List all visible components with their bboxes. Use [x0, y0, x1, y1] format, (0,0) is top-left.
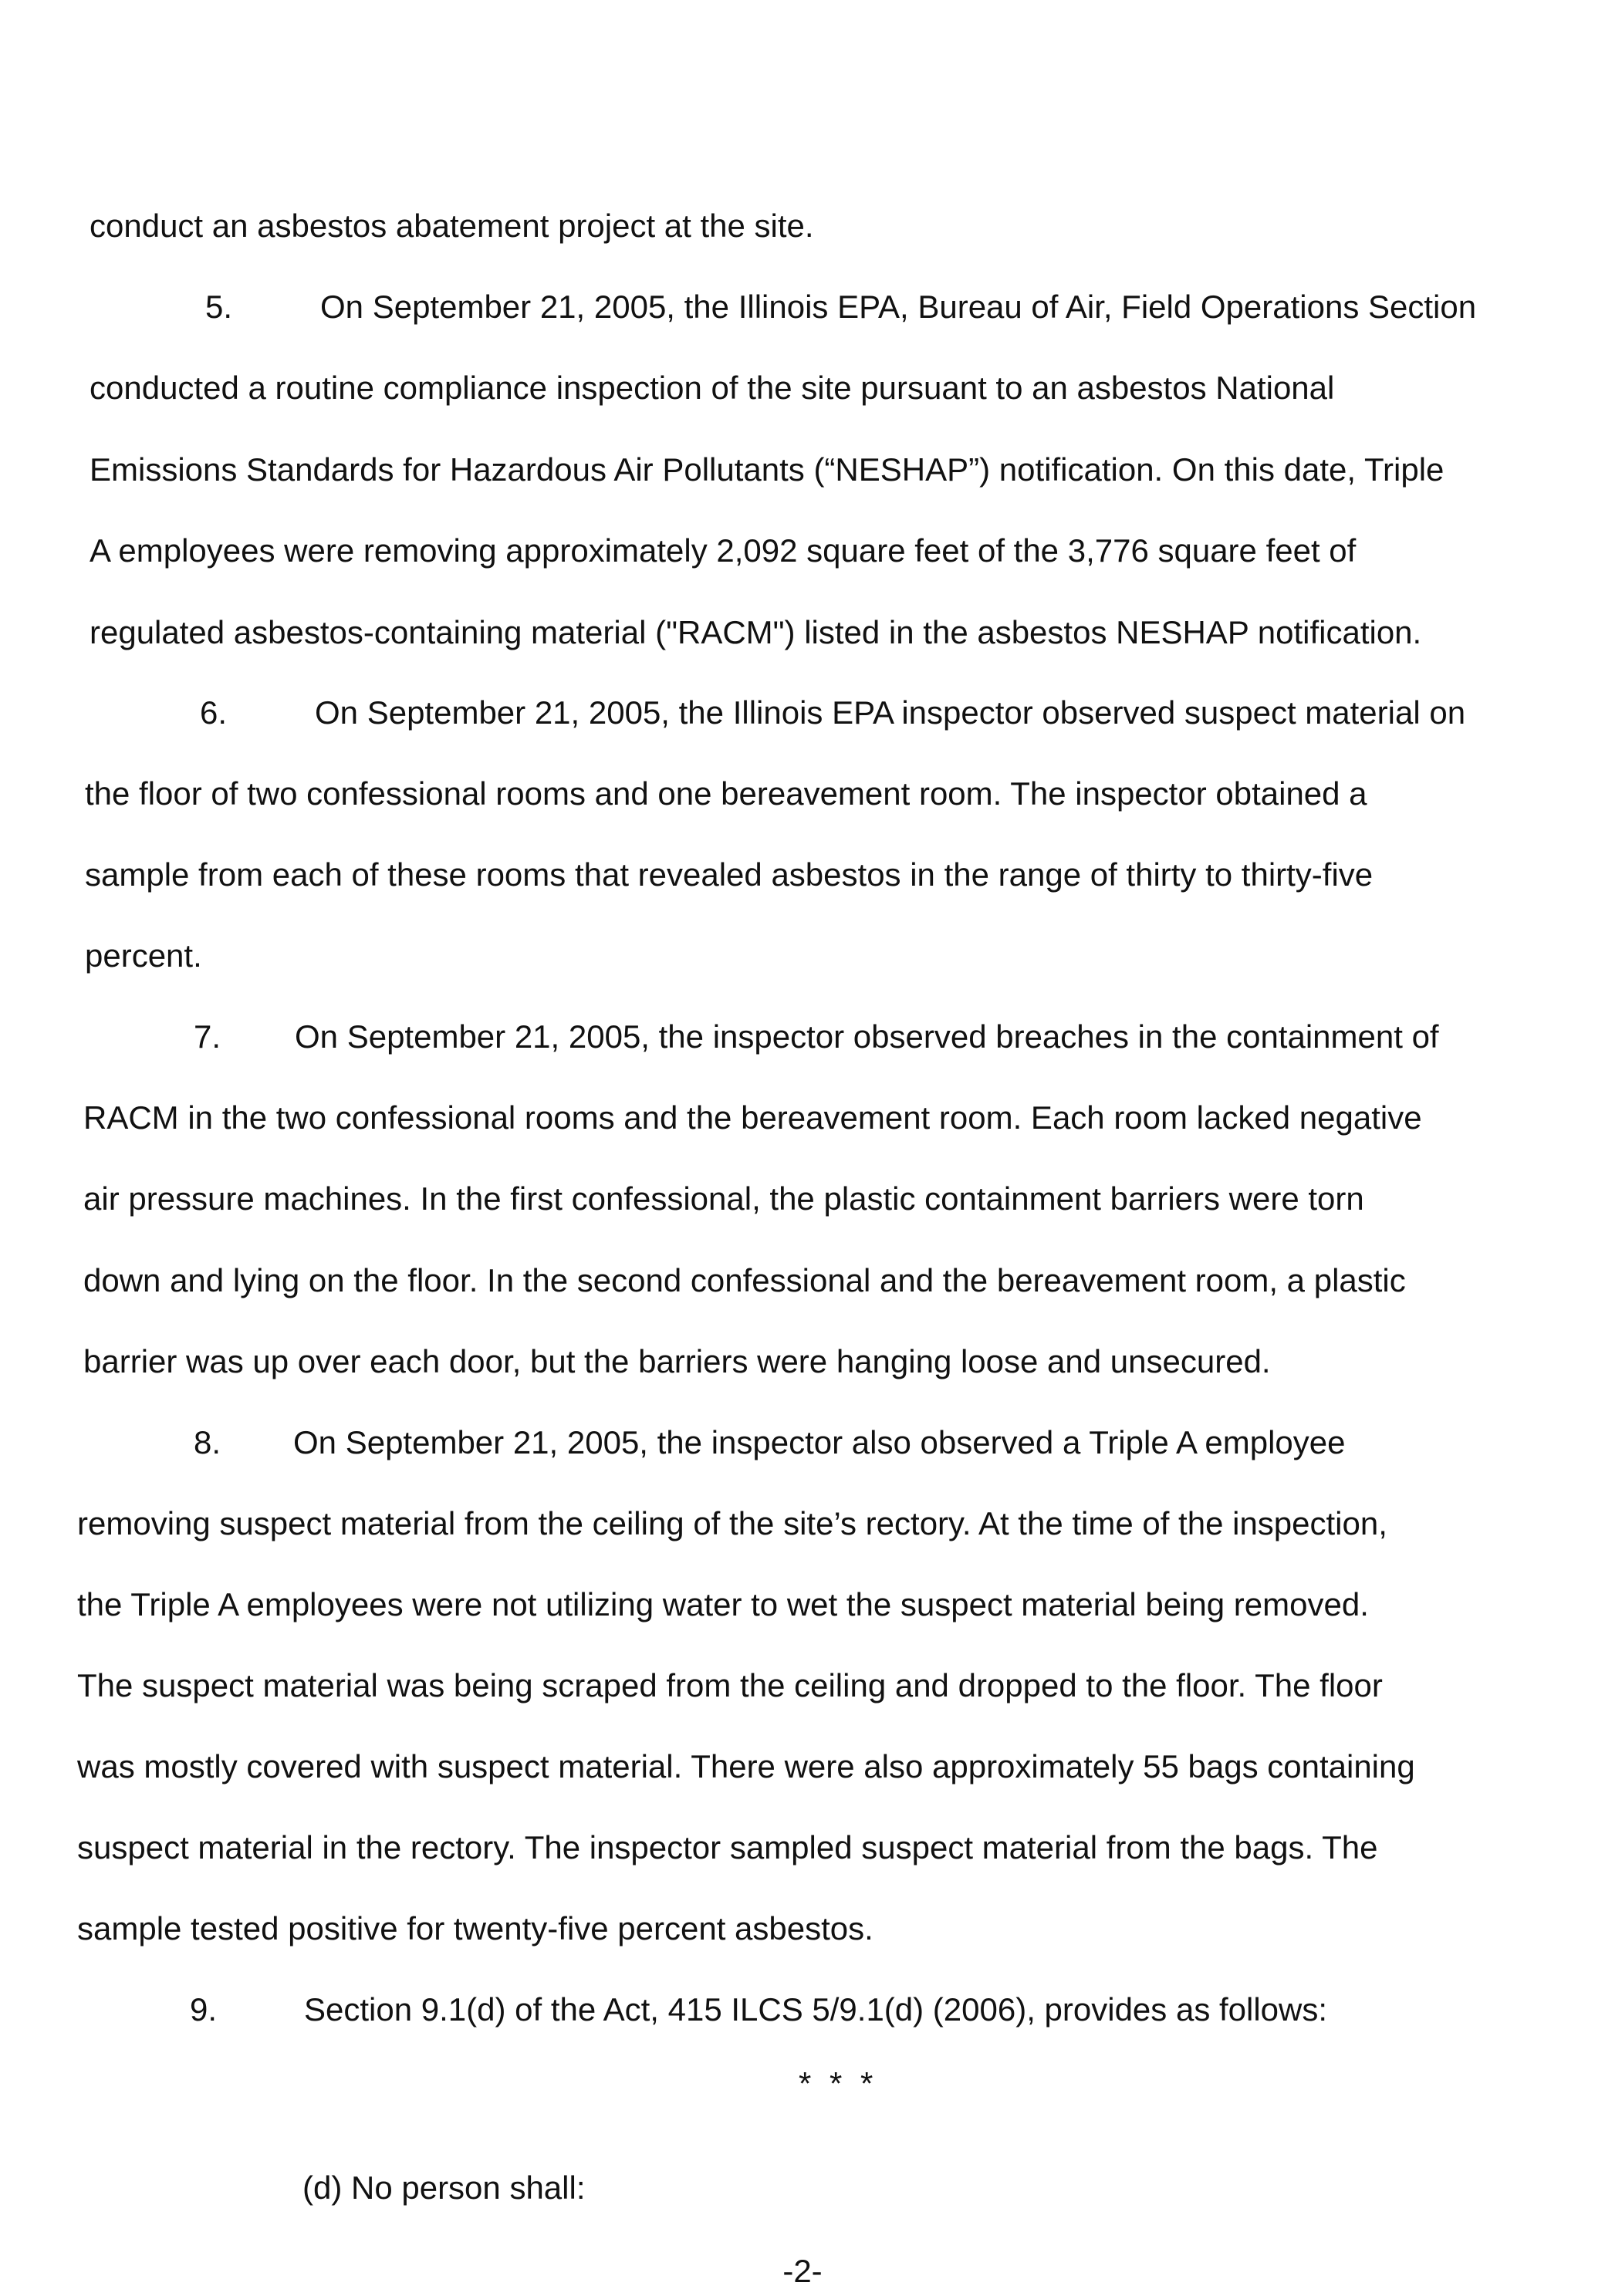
paragraph-5-line-3: Emissions Standards for Hazardous Air Pollutants (“NESHAP”) notification. On this date, Triple	[90, 451, 1444, 488]
paragraph-8-line-7: sample tested positive for twenty-five percent asbestos.	[77, 1910, 873, 1947]
paragraph-5-line-1: On September 21, 2005, the Illinois EPA, Bureau of Air, Field Operations Section	[320, 289, 1477, 325]
paragraph-8-line-5: was mostly covered with suspect material. There were also approximately 55 bags containing	[77, 1748, 1415, 1784]
paragraph-5-line-5: regulated asbestos-containing material ("RACM") listed in the asbestos NESHAP notification.	[90, 614, 1422, 650]
paragraph-7-line-4: down and lying on the floor. In the second confessional and the bereavement room, a plastic	[83, 1262, 1406, 1298]
paragraph-8-line-1: On September 21, 2005, the inspector also observed a Triple A employee	[293, 1424, 1346, 1460]
paragraph-5-number: 5.	[205, 289, 233, 325]
paragraph-6-line-4: percent.	[85, 937, 202, 974]
paragraph-5-line-2: conducted a routine compliance inspection of the site pursuant to an asbestos National	[90, 370, 1335, 406]
paragraph-6-number: 6.	[200, 694, 228, 731]
paragraph-7-line-3: air pressure machines. In the first confessional, the plastic containment barriers were torn	[83, 1180, 1364, 1217]
paragraph-9-number: 9.	[190, 1991, 218, 2028]
paragraph-6-line-1: On September 21, 2005, the Illinois EPA inspector observed suspect material on	[315, 694, 1466, 731]
paragraph-7-line-5: barrier was up over each door, but the barriers were hanging loose and unsecured.	[83, 1343, 1271, 1379]
paragraph-6-line-3: sample from each of these rooms that revealed asbestos in the range of thirty to thirty-five	[85, 856, 1374, 893]
paragraph-8-line-6: suspect material in the rectory. The inspector sampled suspect material from the bags. The	[77, 1829, 1378, 1866]
paragraph-6-line-2: the floor of two confessional rooms and one bereavement room. The inspector obtained a	[85, 775, 1367, 812]
section-separator: * * *	[799, 2065, 878, 2102]
subitem-d: (d) No person shall:	[302, 2169, 586, 2206]
paragraph-8-line-4: The suspect material was being scraped from the ceiling and dropped to the floor. The floor	[77, 1667, 1383, 1703]
page-number: -2-	[782, 2253, 823, 2289]
paragraph-7-line-1: On September 21, 2005, the inspector observed breaches in the containment of	[295, 1018, 1439, 1055]
paragraph-5-line-4: A employees were removing approximately 2,092 square feet of the 3,776 square feet of	[90, 532, 1357, 569]
paragraph-9-line-1: Section 9.1(d) of the Act, 415 ILCS 5/9.1(d) (2006), provides as follows:	[304, 1991, 1328, 2028]
paragraph-8-line-2: removing suspect material from the ceiling of the site’s rectory. At the time of the inspection,	[77, 1505, 1387, 1541]
paragraph-8-number: 8.	[194, 1424, 221, 1460]
paragraph-8-line-3: the Triple A employees were not utilizing water to wet the suspect material being removed.	[77, 1586, 1369, 1622]
opening-line: conduct an asbestos abatement project at the site.	[90, 208, 814, 244]
paragraph-7-line-2: RACM in the two confessional rooms and the bereavement room. Each room lacked negative	[83, 1099, 1422, 1136]
paragraph-7-number: 7.	[194, 1018, 221, 1055]
